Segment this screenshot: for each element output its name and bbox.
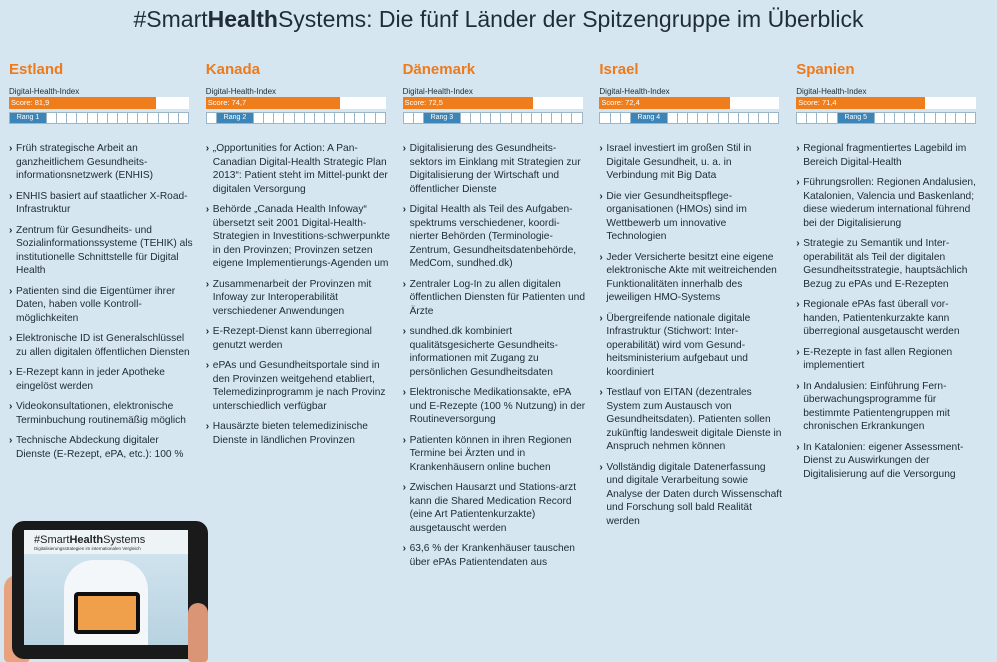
fact-item: › Hausärzte bieten telemedizinische Dienste in ländlichen Provinzen (206, 420, 391, 447)
fact-item: › Patienten können in ihren Regionen Termine bei Ärzten und in Krankenhäusern online buchen (403, 434, 588, 475)
rank-cell (905, 113, 914, 123)
country-column-spanien (796, 58, 993, 658)
score-label: Score: 74,7 (207, 98, 247, 107)
fact-item: › Zusammenarbeit der Provinzen mit Infoway zur Interoperabilität verschiedener Anwendungen (206, 278, 391, 319)
rank-cell (355, 113, 364, 123)
rank-cell (376, 113, 385, 123)
rank-cell (471, 113, 480, 123)
rank-cell (88, 113, 97, 123)
rank-cell (532, 113, 541, 123)
fact-item: › E-Rezepte in fast allen Regionen implementiert (796, 346, 981, 373)
rank-cell (159, 113, 168, 123)
fact-item: › Die vier Gesundheitspflege-organisationen (HMOs) sind im Wettbewerb um innovative Technologien (599, 190, 784, 244)
rank-cell (491, 113, 500, 123)
fact-item: › Testlauf von EITAN (dezentrales System zum Austausch von Gesundheitsdaten). Patienten sollen zukünftig landesweit digitale Dienste in Anspruch nehmen können (599, 386, 784, 454)
rank-cell (522, 113, 531, 123)
country-name: Dänemark (402, 61, 476, 78)
rank-row (206, 112, 386, 124)
fact-item: › E-Rezept kann in jeder Apotheke eingelöst werden (9, 366, 194, 393)
rank-cell (47, 113, 56, 123)
rank-cell (678, 113, 687, 123)
rank-cell (414, 113, 423, 123)
fact-item: › „Opportunities for Action: A Pan-Canadian Digital-Health Strategic Plan 2013“: Patient steht im Mittel-punkt der digitalen Versorgung (206, 142, 391, 196)
title-rest: Systems: Die fünf Länder der Spitzengruppe im Überblick (277, 6, 864, 32)
rank-cell (828, 113, 837, 123)
tablet-title-rest: Systems (103, 534, 146, 546)
rank-cell (797, 113, 806, 123)
fact-item: › Jeder Versicherte besitzt eine eigene elektronische Akte mit weitreichenden Funktionalitäten innerhalb des jeweiligen HMO-Systems (599, 251, 784, 305)
tablet-subtitle: Digitalisierungsstrategien im internationalen Vergleich (34, 546, 141, 551)
rank-cell (77, 113, 86, 123)
rank-cell (739, 113, 748, 123)
rank-cell (365, 113, 374, 123)
mini-tablet-icon (74, 592, 140, 634)
fact-item: › Videokonsultationen, elektronische Terminbuchung routinemäßig möglich (9, 400, 194, 427)
rank-cell (128, 113, 137, 123)
fact-item: › Digitalisierung des Gesundheits-sektors im Einklang mit Strategien zur Digitalisierung der Wirtschaft und öffentlicher Dienste (403, 142, 588, 196)
fact-item: › Zwischen Hausarzt und Stations-arzt kann die Shared Medication Record (eine Art Patientenkurzakte) ausgetauscht werden (403, 481, 588, 535)
mini-tablet-screen (78, 596, 136, 630)
rank-cell (698, 113, 707, 123)
rank-cell (325, 113, 334, 123)
tablet-screen (24, 530, 188, 645)
fact-item: › Regional fragmentiertes Lagebild im Bereich Digital-Health (796, 142, 981, 169)
country-column-daenemark (403, 58, 600, 658)
score-label: Score: 71,4 (798, 98, 837, 107)
rank-cell (148, 113, 157, 123)
rank-cell (98, 113, 107, 123)
rank-cell (915, 113, 924, 123)
fact-item: › Zentrum für Gesundheits- und Sozialinformationssysteme (TEHIK) als institutionelle Schnittstelle für Digital Health (9, 224, 194, 278)
country-column-israel (599, 58, 796, 658)
rank-cell (668, 113, 677, 123)
rank-cell (108, 113, 117, 123)
rank-cell (688, 113, 697, 123)
fact-list (403, 142, 588, 569)
rank-cell (305, 113, 314, 123)
score-bar (9, 97, 189, 109)
rank-cell (295, 113, 304, 123)
rank-cell (542, 113, 551, 123)
rank-cell (461, 113, 470, 123)
rank-badge: Rang 3 (424, 113, 460, 123)
fact-item: › Elektronische Medikationsakte, ePA und E-Rezepte (100 % Nutzung) in der Routineversorgung (403, 386, 588, 427)
rank-cell (572, 113, 581, 123)
fact-item: › Patienten sind die Eigentümer ihrer Daten, haben volle Kontroll-möglichkeiten (9, 285, 194, 326)
rank-cell (749, 113, 758, 123)
fact-item: › In Katalonien: eigener Assessment-Dienst zu Auswirkungen der Digitalisierung auf die Versorgung (796, 441, 981, 482)
rank-cell (552, 113, 561, 123)
index-label: Digital-Health-Index (9, 87, 80, 96)
fact-item: › Behörde „Canada Health Infoway“ übersetzt seit 2001 Digital-Health-Strategien in Investitions-schwerpunkte in den Provinzen; Provinzen setzen eigene Implementierungs-Agenden um (206, 203, 391, 271)
rank-cell (138, 113, 147, 123)
rank-cell (708, 113, 717, 123)
fact-item: › Führungsrollen: Regionen Andalusien, Katalonien, Valencia und Baskenland; diese wiederum international führend bei der Digitalisierung (796, 176, 981, 230)
rank-badge: Rang 5 (838, 113, 874, 123)
country-column-kanada (206, 58, 403, 658)
fact-list (796, 142, 981, 481)
fact-item: › Zentraler Log-In zu allen digitalen öffentlichen Diensten für Patienten und Ärzte (403, 278, 588, 319)
rank-cell (284, 113, 293, 123)
score-bar (403, 97, 583, 109)
rank-cell (769, 113, 778, 123)
rank-cell (936, 113, 945, 123)
rank-badge: Rang 4 (631, 113, 667, 123)
fact-item: › ePAs und Gesundheitsportale sind in den Provinzen weitgehend etabliert, Telemedizinprogramm je nach Provinz unterschiedlich verfügbar (206, 359, 391, 413)
rank-row (9, 112, 189, 124)
title-prefix: #Smart (133, 6, 208, 32)
fact-list (206, 142, 391, 447)
fact-item: › Digital Health als Teil des Aufgaben-spektrums verschiedener, koordi-nierter Behörden (Terminologie-Zentrum, Gesundheitsdatenbehörde, MedCom, sundhed.dk) (403, 203, 588, 271)
fact-item: › Regionale ePAs fast überall vor-handen, Patientenkurzakte kann überregional ausgetauscht werden (796, 298, 981, 339)
score-bar (599, 97, 779, 109)
score-label: Score: 81,9 (11, 98, 50, 107)
fact-item: › sundhed.dk kombiniert qualitätsgesicherte Gesundheits-informationen mit Zugang zu persönlichen Gesundheitsdaten (403, 325, 588, 379)
tablet-illustration-icon (0, 515, 215, 662)
country-name: Kanada (205, 61, 260, 78)
rank-cell (67, 113, 76, 123)
index-label: Digital-Health-Index (205, 87, 277, 96)
fact-item: › Vollständig digitale Datenerfassung und digitale Verarbeitung sowie Analyse der Daten durch Wissenschaft und Forschung soll bald Realität werden (599, 461, 784, 529)
fact-item: › ENHIS basiert auf staatlicher X-Road-Infrastruktur (9, 190, 194, 217)
rank-cell (719, 113, 728, 123)
rank-cell (600, 113, 609, 123)
rank-cell (611, 113, 620, 123)
fact-item: › In Andalusien: Einführung Fern-überwachungsprogramme für bestimmte Patientengruppen mit chronischen Erkrankungen (796, 380, 981, 434)
rank-row (403, 112, 583, 124)
fact-item: › Technische Abdeckung digitaler Dienste (E-Rezept, ePA, etc.): 100 % (9, 434, 194, 461)
rank-cell (335, 113, 344, 123)
country-name: Israel (599, 61, 639, 78)
doctor-photo-icon (24, 554, 188, 645)
rank-cell (621, 113, 630, 123)
tablet-title-highlight: Health (69, 534, 104, 546)
rank-cell (817, 113, 826, 123)
rank-cell (481, 113, 490, 123)
fact-item: › Übergreifende nationale digitale Infrastruktur (Stichwort: Inter-operabilität) wird vom Gesund-heitsministerium aufgebaut und koordiniert (599, 312, 784, 380)
country-name: Estland (9, 61, 64, 78)
rank-cell (875, 113, 884, 123)
rank-cell (956, 113, 965, 123)
rank-cell (264, 113, 273, 123)
score-label: Score: 72,4 (601, 98, 640, 107)
rank-cell (57, 113, 66, 123)
rank-cell (179, 113, 188, 123)
rank-cell (885, 113, 894, 123)
rank-cell (345, 113, 354, 123)
rank-cell (562, 113, 571, 123)
rank-cell (501, 113, 510, 123)
tablet-title-prefix: #Smart (34, 534, 70, 546)
rank-cell (207, 113, 216, 123)
rank-cell (807, 113, 816, 123)
fact-item: › Elektronische ID ist Generalschlüssel zu allen digitalen öffentlichen Diensten (9, 332, 194, 359)
index-label: Digital-Health-Index (796, 87, 867, 96)
title-highlight: Health (207, 6, 278, 32)
rank-row (796, 112, 976, 124)
hand-right-icon (188, 603, 208, 662)
rank-cell (404, 113, 413, 123)
tablet-title (24, 530, 188, 546)
rank-cell (274, 113, 283, 123)
index-label: Digital-Health-Index (599, 87, 670, 96)
rank-cell (169, 113, 178, 123)
rank-cell (512, 113, 521, 123)
rank-badge: Rang 2 (217, 113, 253, 123)
score-label: Score: 72,5 (404, 98, 443, 107)
rank-cell (759, 113, 768, 123)
score-bar (206, 97, 386, 109)
rank-cell (925, 113, 934, 123)
rank-cell (254, 113, 263, 123)
fact-list (9, 142, 194, 461)
country-name: Spanien (796, 61, 855, 78)
rank-cell (118, 113, 127, 123)
rank-cell (966, 113, 975, 123)
fact-item: › 63,6 % der Krankenhäuser tauschen über ePAs Patientendaten aus (403, 542, 588, 569)
rank-cell (315, 113, 324, 123)
page-title (0, 6, 997, 33)
rank-cell (946, 113, 955, 123)
fact-item: › Israel investiert im großen Stil in Digitale Gesundheit, u. a. in Verbindung mit Big Data (599, 142, 784, 183)
fact-item: › Strategie zu Semantik und Inter-operabilität als Teil der digitalen Gesundheitsstrategie, hauptsächlich Bezug zu ePAs und E-Rezepten (796, 237, 981, 291)
rank-cell (895, 113, 904, 123)
fact-list (599, 142, 784, 528)
index-label: Digital-Health-Index (402, 87, 473, 96)
fact-item: › Früh strategische Arbeit an ganzheitlichem Gesundheits-informationsnetzwerk (ENHIS) (9, 142, 194, 183)
rank-badge: Rang 1 (10, 113, 46, 123)
score-bar (796, 97, 976, 109)
rank-row (599, 112, 779, 124)
rank-cell (729, 113, 738, 123)
fact-item: › E-Rezept-Dienst kann überregional genutzt werden (206, 325, 391, 352)
